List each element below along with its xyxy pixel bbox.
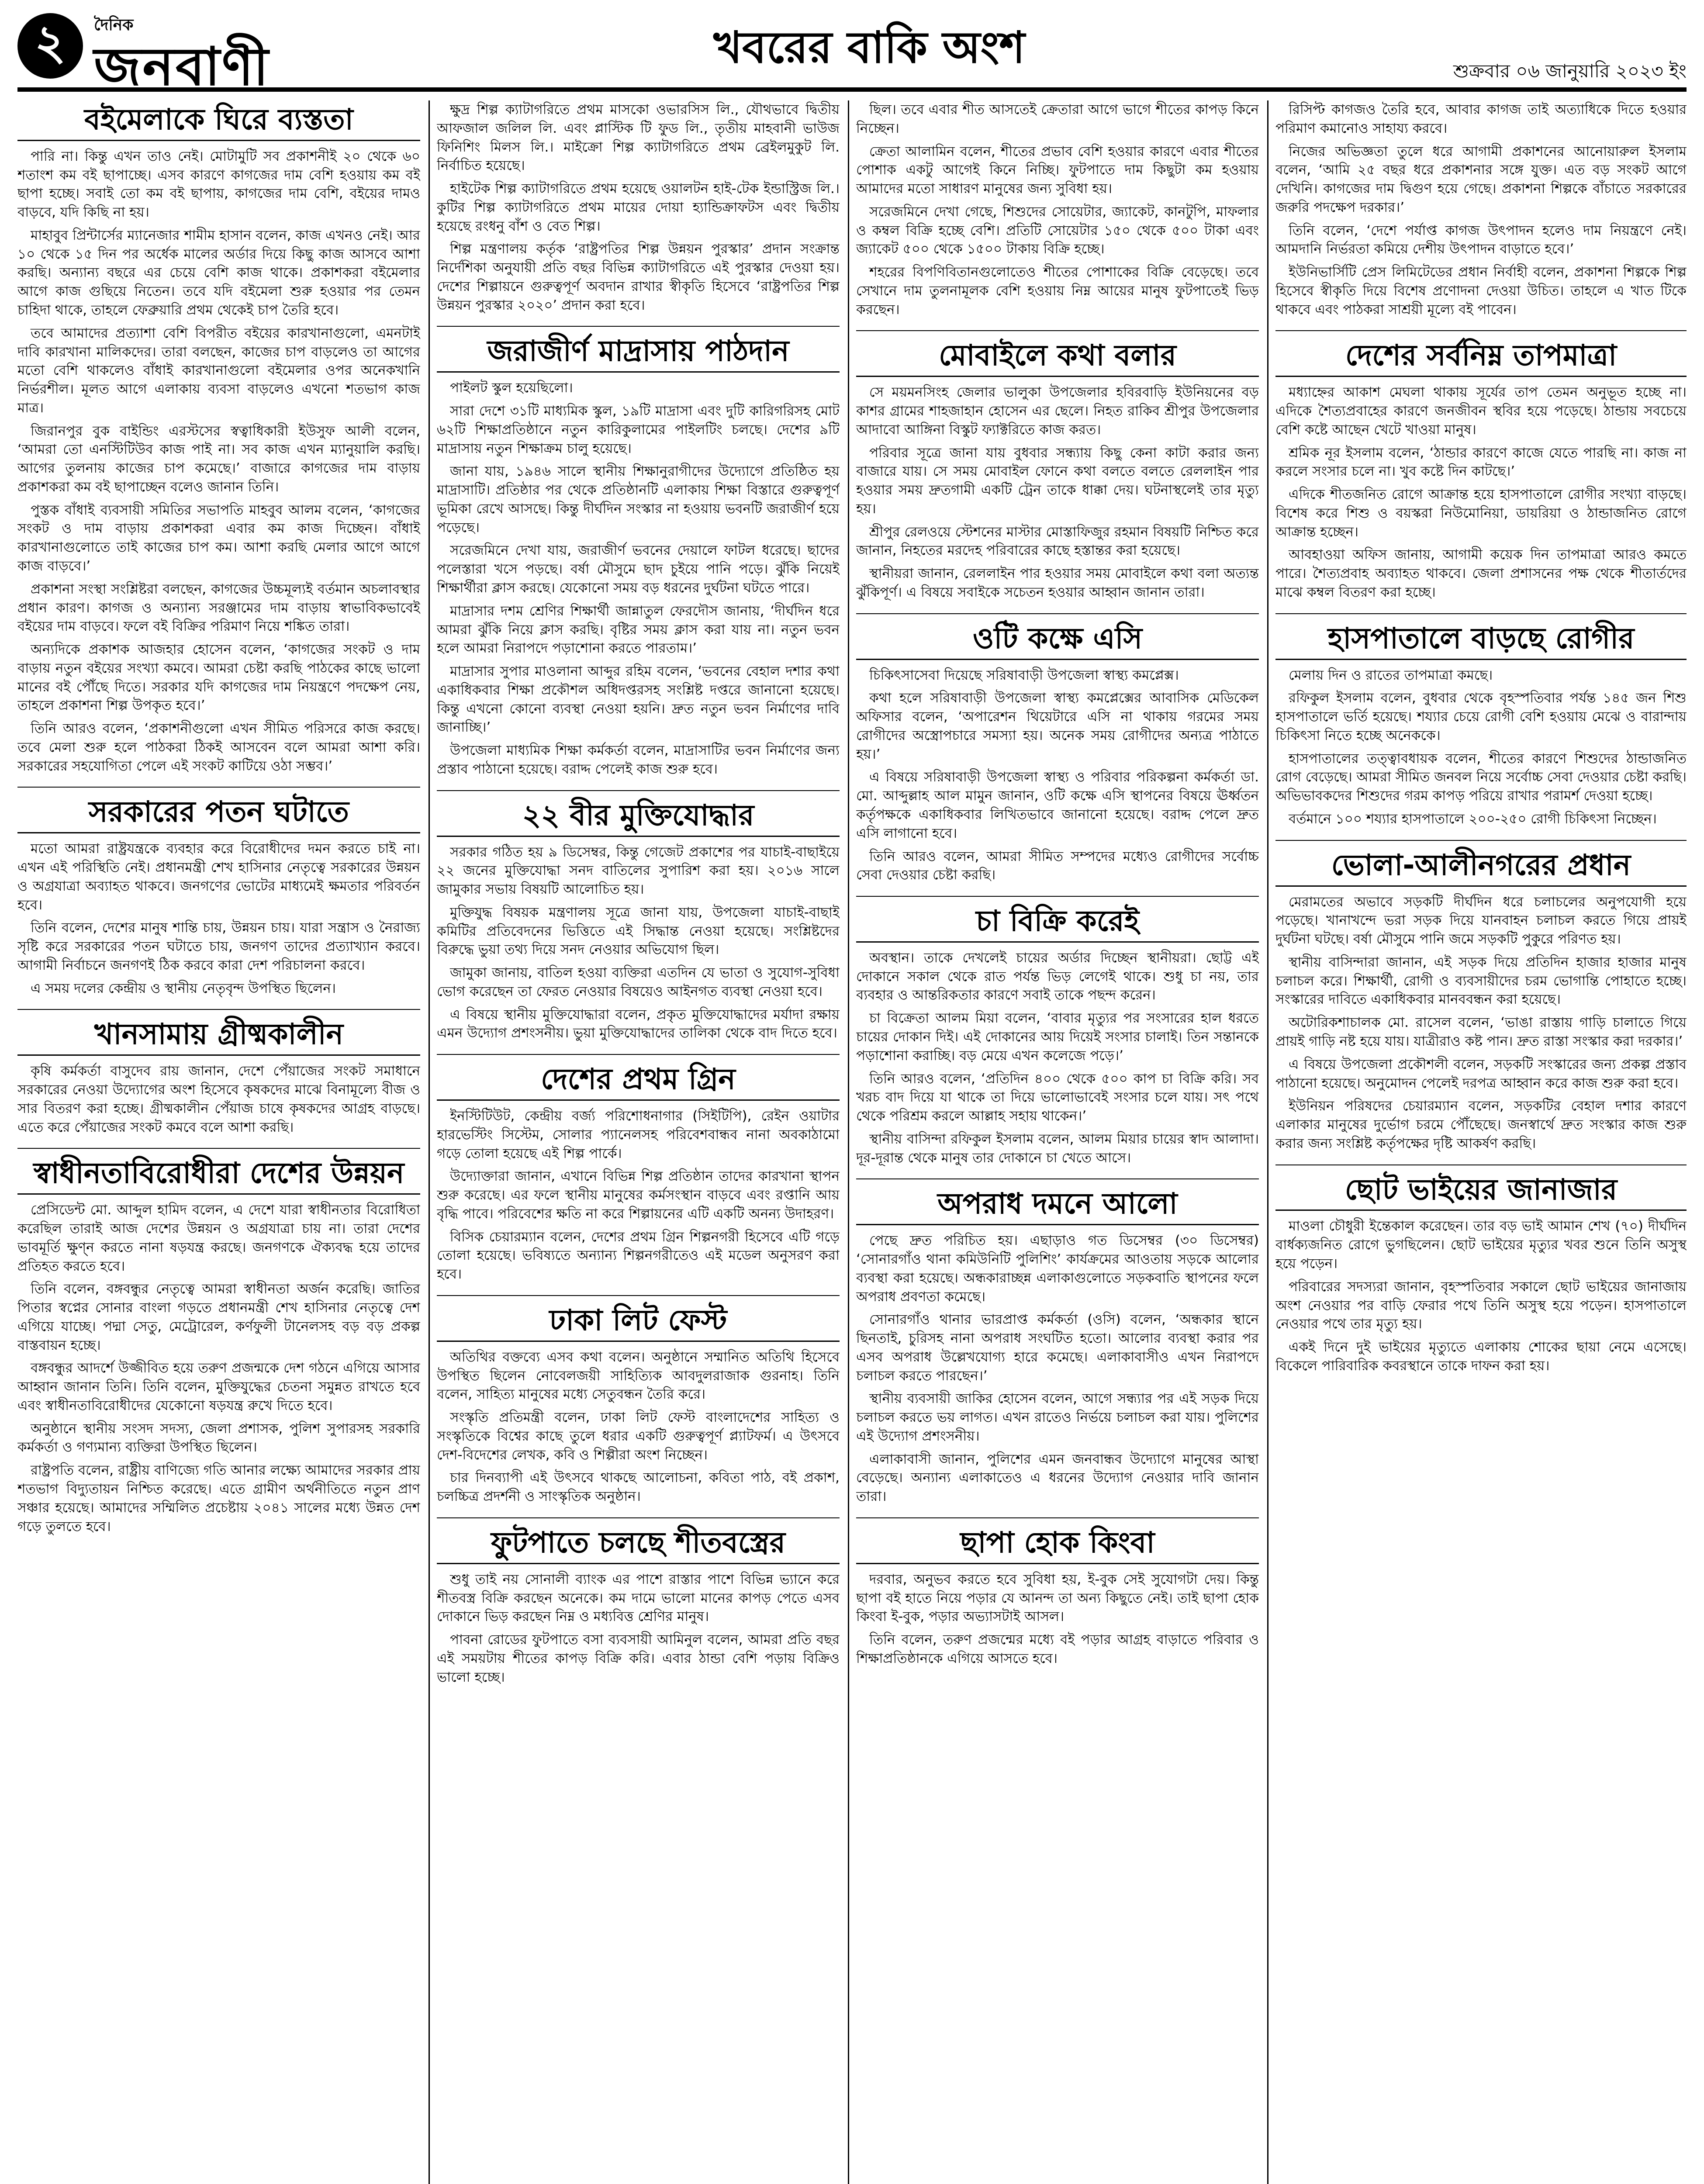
article-divider — [17, 1009, 420, 1010]
article-paragraph: ইউনিয়ন পরিষদের চেয়ারম্যান বলেন, সড়কটির বেহাল দশার কারণে এলাকার মানুষের দুর্ভোগ চরমে পৌঁছেছে। জনস্বার্থে দ্রুত সংস্কার কাজ শুরু করার জন্য সংশ্লিষ্ট কর্তৃপক্ষের দৃষ্টি আকর্ষণ করছি। — [1275, 1098, 1687, 1151]
news-article — [437, 1526, 840, 1686]
article-paragraph: এ বিষয়ে সরিষাবাড়ী উপজেলা স্বাস্থ্য ও পরিবার পরিকল্পনা কর্মকর্তা ডা. মো. আব্দুল্লাহ আল মামুন জানান, ওটি কক্ষে এসি স্থাপনের বিষয়ে ঊর্ধ্বতন কর্তৃপক্ষকে একাধিকবার লিখিতভাবে জানানো হয়েছে। বরাদ্দ পেলে দ্রুত এসি লাগানো হবে। — [856, 769, 1259, 841]
article-paragraph: তিনি বলেন, তরুণ প্রজন্মের মধ্যে বই পড়ার আগ্রহ বাড়াতে পরিবার ও শিক্ষাপ্রতিষ্ঠানকে এগিয়ে আসতে হবে। — [856, 1632, 1259, 1666]
news-columns — [17, 100, 1687, 2184]
news-article — [17, 795, 420, 998]
news-article — [437, 1304, 840, 1506]
article-paragraph: মাদ্রাসার সুপার মাওলানা আব্দুর রহিম বলেন, ‘ভবনের বেহাল দশার কথা একাধিকবার শিক্ষা প্রকৌশল অধিদপ্তরসহ সংশ্লিষ্ট দপ্তরে জানানো হয়েছে। কিন্তু এখনো কোনো ব্যবস্থা নেওয়া হয়নি। দ্রুত নতুন ভবন নির্মাণের দাবি জানাচ্ছি।’ — [437, 663, 840, 736]
article-paragraph: চিকিৎসাসেবা দিয়েছে সরিষাবাড়ী উপজেলা স্বাস্থ্য কমপ্লেক্স। — [869, 667, 1179, 683]
article-paragraph: মাওলা চৌধুরী ইন্তেকাল করেছেন। তার বড় ভাই আমান শেখ (৭০) দীর্ঘদিন বার্ধক্যজনিত রোগে ভুগছিলেন। ছোট ভাইয়ের মৃত্যুর খবর শুনে তিনি অসুস্থ হয়ে পড়েন। — [1275, 1218, 1687, 1272]
news-article — [437, 100, 840, 314]
article-divider — [437, 790, 840, 791]
news-article — [1275, 100, 1687, 319]
article-paragraph: জিরানপুর বুক বাইন্ডিং এরস্টসের স্বত্বাধিকারী ইউসুফ আলী বলেন, ‘আমরা তো এনস্টিটিউব কাজ পাই না। সব কাজ এখন ম্যানুয়ালি করছি। আগের তুলনায় কাজের চাপ কমেছে।’ বাজারে কাগজের দাম বাড়ায় প্রকাশকরা কম বই ছাপাচ্ছেন বলেও জানান তিনি। — [17, 423, 420, 495]
news-article — [856, 1526, 1259, 1668]
article-paragraph: সরেজমিনে দেখা যায়, জরাজীর্ণ ভবনের দেয়ালে ফাটল ধরেছে। ছাদের পলেস্তারা খসে পড়ছে। বর্ষা মৌসুমে ছাদ চুইয়ে পানি পড়ে। ঝুঁকি নিয়েই শিক্ষার্থীরা ক্লাস করছে। যেকোনো সময় বড় ধরনের দুর্ঘটনা ঘটতে পারে। — [437, 543, 840, 596]
article-paragraph: স্থানীয়রা জানান, রেললাইন পার হওয়ার সময় মোবাইলে কথা বলা অত্যন্ত ঝুঁকিপূর্ণ। এ বিষয়ে সবাইকে সচেতন হওয়ার আহ্বান জানান তারা। — [856, 566, 1259, 600]
article-paragraph: প্রেসিডেন্ট মো. আব্দুল হামিদ বলেন, এ দেশে যারা স্বাধীনতার বিরোধিতা করেছিল তারাই আজ দেশের উন্নয়ন ও অগ্রযাত্রা চায় না। তারা দেশের ভাবমূর্তি ক্ষুণ্ন করতে নানা ষড়যন্ত্র করছে। জনগণকে ঐক্যবদ্ধ হয়ে তাদের প্রতিহত করতে হবে। — [17, 1202, 420, 1274]
article-paragraph: রফিকুল ইসলাম বলেন, বুধবার থেকে বৃহস্পতিবার পর্যন্ত ১৪৫ জন শিশু হাসপাতালে ভর্তি হয়েছে। শয্যার চেয়ে রোগী বেশি হওয়ায় মেঝে ও বারান্দায় চিকিৎসা নিতে হচ্ছে অনেককে। — [1275, 690, 1687, 743]
article-headline: স্বাধীনতাবিরোধীরা দেশের উন্নয়ন — [17, 1157, 420, 1195]
article-paragraph: শিল্প মন্ত্রণালয় কর্তৃক ‘রাষ্ট্রপতির শিল্প উন্নয়ন পুরস্কার’ প্রদান সংক্রান্ত নির্দেশিকা অনুযায়ী প্রতি বছর বিভিন্ন ক্যাটাগরিতে এই পুরস্কার দেওয়া হয়। দেশের শিল্পায়নে গুরুত্বপূর্ণ অবদান রাখার স্বীকৃতি হিসেবে ‘রাষ্ট্রপতির শিল্প উন্নয়ন পুরস্কার ২০২০’ প্রদান করা হবে। — [437, 241, 840, 313]
article-headline: দেশের সর্বনিম্ন তাপমাত্রা — [1275, 339, 1687, 377]
article-headline: ভোলা-আলীনগরের প্রধান — [1275, 849, 1687, 887]
column-1 — [17, 100, 420, 2184]
article-paragraph: জামুকা জানায়, বাতিল হওয়া ব্যক্তিরা এতদিন যে ভাতা ও সুযোগ-সুবিধা ভোগ করেছেন তা ফেরত নেওয়ার বিষয়েও আইনগত ব্যবস্থা নেওয়া হবে। — [437, 965, 840, 999]
article-paragraph: নিজের অভিজ্ঞতা তুলে ধরে আগামী প্রকাশনের আনোয়ারুল ইসলাম বলেন, ‘আমি ২৫ বছর ধরে প্রকাশনার সঙ্গে যুক্ত। এত বড় সংকট আগে দেখিনি। কাগজের দাম দ্বিগুণ হয়ে গেছে। প্রকাশনা শিল্পকে বাঁচাতে সরকারের জরুরি পদক্ষেপ দরকার।’ — [1275, 143, 1687, 215]
article-divider — [856, 330, 1259, 331]
article-headline: বইমেলাকে ঘিরে ব্যস্ততা — [17, 103, 420, 141]
article-paragraph: অটোরিকশাচালক মো. রাসেল বলেন, ‘ভাঙা রাস্তায় গাড়ি চালাতে গিয়ে প্রায়ই গাড়ি নষ্ট হয়ে যায়। যাত্রীরাও কষ্ট পান। দ্রুত রাস্তা সংস্কার করা দরকার।’ — [1275, 1015, 1687, 1049]
article-paragraph: উদ্যোক্তারা জানান, এখানে বিভিন্ন শিল্প প্রতিষ্ঠান তাদের কারখানা স্থাপন শুরু করেছে। এর ফলে স্থানীয় মানুষের কর্মসংস্থান বাড়বে এবং রপ্তানি আয় বৃদ্ধি পাবে। পরিবেশের ক্ষতি না করে শিল্পায়নের এটি একটি অনন্য উদাহরণ। — [437, 1168, 840, 1222]
article-headline: অপরাধ দমনে আলো — [856, 1187, 1259, 1225]
article-divider — [856, 896, 1259, 897]
article-divider — [1275, 613, 1687, 614]
article-paragraph: তবে আমাদের প্রত্যাশা বেশি বিপরীত বইয়ের কারখানাগুলো, এমনটাই দাবি কারখানা মালিকদের। তারা বলছেন, কাজের চাপ বাড়লেও তা আগের মতো বেশি থাকলেও বাঁধাই কারখানাগুলো বইমেলার ওপর অনেকখানি নির্ভরশীল। মূলত আগে এলাকায় ব্যবসা বাড়লেও এখনো শতভাগ কাজ মাত্র। — [17, 325, 420, 416]
article-paragraph: মেলায় দিন ও রাতের তাপমাত্রা কমছে। — [1289, 667, 1493, 683]
column-2 — [437, 100, 840, 2184]
news-article — [1275, 1173, 1687, 1375]
article-paragraph: মাদ্রাসার দশম শ্রেণির শিক্ষার্থী জান্নাতুল ফেরদৌস জানায়, ‘দীর্ঘদিন ধরে আমরা ঝুঁকি নিয়ে ক্লাস করছি। বৃষ্টির সময় ক্লাস করা যায় না। নতুন ভবন হলে আমরা নিরাপদে পড়াশোনা করতে পারতাম।’ — [437, 603, 840, 657]
article-divider — [437, 1517, 840, 1518]
news-article — [856, 1187, 1259, 1506]
article-paragraph: এ বিষয়ে উপজেলা প্রকৌশলী বলেন, সড়কটি সংস্কারের জন্য প্রকল্প প্রস্তাব পাঠানো হয়েছে। অনুমোদন পেলেই দরপত্র আহ্বান করে কাজ শুরু করা হবে। — [1275, 1056, 1687, 1091]
article-headline: ফুটপাতে চলছে শীতবস্ত্রের — [437, 1526, 840, 1564]
news-article — [1275, 339, 1687, 601]
section-title: খবরের বাকি অংশ — [713, 21, 1025, 73]
news-article — [1275, 849, 1687, 1153]
article-divider — [437, 1054, 840, 1055]
column-4 — [1275, 100, 1687, 2184]
column-3 — [856, 100, 1259, 2184]
article-paragraph: কৃষি কর্মকর্তা বাসুদেব রায় জানান, দেশে পেঁয়াজের সংকট সমাধানে সরকারের নেওয়া উদ্যোগের অংশ হিসেবে কৃষকদের মাঝে বিনামূল্যে বীজ ও সার বিতরণ করা হচ্ছে। গ্রীষ্মকালীন পেঁয়াজ চাষে কৃষকদের আগ্রহ বাড়ছে। এতে করে পেঁয়াজের সংকট কমবে বলে আশা করছি। — [17, 1063, 420, 1135]
article-headline: সরকারের পতন ঘটাতে — [17, 795, 420, 833]
news-article — [17, 1157, 420, 1536]
article-paragraph: পরিবারের সদস্যরা জানান, বৃহস্পতিবার সকালে ছোট ভাইয়ের জানাজায় অংশ নেওয়ার পর বাড়ি ফেরার পথে তিনি অসুস্থ হয়ে পড়েন। হাসপাতালে নেওয়ার পথে তার মৃত্যু হয়। — [1275, 1279, 1687, 1332]
masthead — [17, 9, 1687, 97]
news-article — [856, 100, 1259, 319]
article-divider — [437, 326, 840, 327]
article-divider — [1275, 840, 1687, 841]
article-paragraph: ছিল। তবে এবার শীত আসতেই ক্রেতারা আগে ভাগে শীতের কাপড় কিনে নিচ্ছেন। — [856, 102, 1259, 136]
article-paragraph: মতো আমরা রাষ্ট্রযন্ত্রকে ব্যবহার করে বিরোধীদের দমন করতে চাই না। এখন এই পরিস্থিতি নেই। প্রধানমন্ত্রী শেখ হাসিনার নেতৃত্বে সরকারের উন্নয়ন ও অগ্রযাত্রা অব্যাহত থাকবে। জনগণের ভোটের মাধ্যমেই ক্ষমতার পরিবর্তন হবে। — [17, 841, 420, 913]
article-paragraph: চার দিনব্যাপী এই উৎসবে থাকছে আলোচনা, কবিতা পাঠ, বই প্রকাশ, চলচ্চিত্র প্রদর্শনী ও সাংস্কৃতিক অনুষ্ঠান। — [437, 1470, 840, 1505]
article-paragraph: দরবার, অনুভব করতে হবে সুবিধা হয়, ই-বুক সেই সুযোগটা দেয়। কিন্তু ছাপা বই হাতে নিয়ে পড়ার যে আনন্দ তা অন্য কিছুতে নেই। তাই ছাপা হোক কিংবা ই-বুক, পড়ার অভ্যাসটাই আসল। — [856, 1571, 1259, 1625]
article-paragraph: রিসিপ্ট কাগজও তৈরি হবে, আবার কাগজ তাই অত্যাধিকে দিতে হওয়ার পরিমাণ কমানোও সাহায্য করবে। — [1275, 102, 1687, 136]
article-paragraph: চা বিক্রেতা আলম মিয়া বলেন, ‘বাবার মৃত্যুর পর সংসারের হাল ধরতে চায়ের দোকান দিই। এই দোকানের আয় দিয়েই সংসার চালাই। তিন সন্তানকে পড়াশোনা করাচ্ছি। বড় মেয়ে এখন কলেজে পড়ে।’ — [856, 1010, 1259, 1064]
article-paragraph: পরিবার সূত্রে জানা যায় বুধবার সন্ধ্যায় কিছু কেনা কাটা করার জন্য বাজারে যায়। সে সময় মোবাইল ফোনে কথা বলতে বলতে রেললাইন পার হওয়ার সময় দ্রুতগামী একটি ট্রেন তাকে ধাক্কা দেয়। ঘটনাস্থলেই তার মৃত্যু হয়। — [856, 445, 1259, 517]
article-paragraph: আবহাওয়া অফিস জানায়, আগামী কয়েক দিন তাপমাত্রা আরও কমতে পারে। শৈত্যপ্রবাহ অব্যাহত থাকবে। জেলা প্রশাসনের পক্ষ থেকে শীতার্তদের মাঝে কম্বল বিতরণ করা হচ্ছে। — [1275, 547, 1687, 600]
article-paragraph: সোনারগাঁও থানার ভারপ্রাপ্ত কর্মকর্তা (ওসি) বলেন, ‘অন্ধকার স্থানে ছিনতাই, চুরিসহ নানা অপরাধ সংঘটিত হতো। আলোর ব্যবস্থা করার পর এসব অপরাধ উল্লেখযোগ্য হারে কমেছে। এলাকাবাসীও এখন নিরাপদে চলাচল করতে পারছেন।’ — [856, 1312, 1259, 1384]
article-paragraph: ইউনিভার্সিটি প্রেস লিমিটেডের প্রধান নির্বাহী বলেন, প্রকাশনা শিল্পকে শিল্প হিসেবে স্বীকৃতি দিয়ে বিশেষ প্রণোদনা দেওয়া উচিত। তাহলে এ খাত টিকে থাকবে এবং পাঠকরা সাশ্রয়ী মূল্যে বই পাবেন। — [1275, 264, 1687, 318]
article-paragraph: অবস্থান। তাকে দেখলেই চায়ের অর্ডার দিচ্ছেন স্থানীয়রা। ছোট্ট এই দোকানে সকাল থেকে রাত পর্যন্ত ভিড় লেগেই থাকে। শুধু চা নয়, তার ব্যবহার ও আন্তরিকতার কারণে সবাই তাকে পছন্দ করেন। — [856, 950, 1259, 1003]
news-article — [856, 905, 1259, 1167]
article-paragraph: প্রকাশনা সংস্থা সংশ্লিষ্টরা বলছেন, কাগজের উচ্চমূল্যই বর্তমান অচলাবস্থার প্রধান কারণ। কাগজ ও অন্যান্য সরঞ্জামের দাম বাড়ায় স্বাভাবিকভাবেই বইয়ের দাম বাড়বে। ফলে বই বিক্রির পরিমাণ নিয়ে শঙ্কিত তারা। — [17, 581, 420, 635]
article-paragraph: তিনি আরও বলেন, ‘প্রকাশনীগুলো এখন সীমিত পরিসরে কাজ করছে। তবে মেলা শুরু হলে পাঠকরা ঠিকই আসবেন বলে আমরা আশা করি। সরকারের সহযোগিতা পেলে এই সংকট কাটিয়ে ওঠা সম্ভব।’ — [17, 721, 420, 774]
article-paragraph: পুস্তক বাঁধাই ব্যবসায়ী সমিতির সভাপতি মাহবুব আলম বলেন, ‘কাগজের সংকট ও দাম বাড়ায় প্রকাশকরা এবার কম কাজ দিচ্ছেন। বাঁধাই কারখানাগুলোতে তাই কাজের চাপ কম। আশা করছি মেলার আগে আগে কাজ বাড়বে।’ — [17, 502, 420, 574]
newspaper-logo — [17, 13, 419, 97]
news-article — [437, 799, 840, 1043]
article-paragraph: বঙ্গবন্ধুর আদর্শে উজ্জীবিত হয়ে তরুণ প্রজন্মকে দেশ গঠনে এগিয়ে আসার আহ্বান জানান তিনি। তিনি বলেন, মুক্তিযুদ্ধের চেতনা সমুন্নত রাখতে হবে এবং স্বাধীনতাবিরোধীদের যেকোনো ষড়যন্ত্র রুখে দিতে হবে। — [17, 1360, 420, 1413]
article-paragraph: তিনি বলেন, বঙ্গবন্ধুর নেতৃত্বে আমরা স্বাধীনতা অর্জন করেছি। জাতির পিতার স্বপ্নের সোনার বাংলা গড়তে প্রধানমন্ত্রী শেখ হাসিনার নেতৃত্বে দেশ এগিয়ে যাচ্ছে। পদ্মা সেতু, মেট্রোরেল, কর্ণফুলী টানেলসহ বড় বড় প্রকল্প বাস্তবায়ন হচ্ছে। — [17, 1281, 420, 1353]
article-headline: খানসামায় গ্রীষ্মকালীন — [17, 1018, 420, 1056]
page-number: ২ — [17, 13, 83, 79]
article-divider — [856, 1517, 1259, 1518]
article-paragraph: শ্রীপুর রেলওয়ে স্টেশনের মাস্টার মোস্তাফিজুর রহমান বিষয়টি নিশ্চিত করে জানান, নিহতের মরদেহ পরিবারের কাছে হস্তান্তর করা হয়েছে। — [856, 524, 1259, 559]
article-paragraph: মধ্যাহ্নের আকাশ মেঘলা থাকায় সূর্যের তাপ তেমন অনুভূত হচ্ছে না। এদিকে শৈত্যপ্রবাহের কারণে জনজীবন স্থবির হয়ে পড়েছে। ঠান্ডায় সবচেয়ে বেশি কষ্টে আছেন খেটে খাওয়া মানুষ। — [1275, 384, 1687, 438]
article-paragraph: এ সময় দলের কেন্দ্রীয় ও স্থানীয় নেতৃবৃন্দ উপস্থিত ছিলেন। — [31, 980, 336, 996]
column-divider — [1267, 100, 1268, 2184]
article-divider — [1275, 330, 1687, 331]
article-paragraph: সারা দেশে ৩১টি মাধ্যমিক স্কুল, ১৯টি মাদ্রাসা এবং দুটি কারিগরিসহ মোট ৬২টি শিক্ষাপ্রতিষ্ঠানে নতুন কারিকুলামের পাইলটিং চলছে। দেশের ৯টি মাদ্রাসায় নতুন শিক্ষাক্রম চালু হয়েছে। — [437, 403, 840, 456]
article-paragraph: এ বিষয়ে স্থানীয় মুক্তিযোদ্ধারা বলেন, প্রকৃত মুক্তিযোদ্ধাদের মর্যাদা রক্ষায় এমন উদ্যোগ প্রশংসনীয়। ভুয়া মুক্তিযোদ্ধাদের তালিকা থেকে বাদ দিতে হবে। — [437, 1006, 840, 1041]
article-paragraph: একই দিনে দুই ভাইয়ের মৃত্যুতে এলাকায় শোকের ছায়া নেমে এসেছে। বিকেলে পারিবারিক কবরস্থানে তাকে দাফন করা হয়। — [1275, 1339, 1687, 1374]
news-article — [856, 339, 1259, 601]
article-paragraph: অনুষ্ঠানে স্থানীয় সংসদ সদস্য, জেলা প্রশাসক, পুলিশ সুপারসহ সরকারি কর্মকর্তা ও গণ্যমান্য ব্যক্তিরা উপস্থিত ছিলেন। — [17, 1420, 420, 1455]
news-article — [437, 1063, 840, 1284]
article-headline: চা বিক্রি করেই — [856, 905, 1259, 943]
article-headline: জরাজীর্ণ মাদ্রাসায় পাঠদান — [437, 335, 840, 373]
article-divider — [17, 787, 420, 788]
article-paragraph: পাইলট স্কুল হয়েছিলো। — [450, 380, 573, 396]
article-paragraph: তিনি আরও বলেন, ‘প্রতিদিন ৪০০ থেকে ৫০০ কাপ চা বিক্রি করি। সব খরচ বাদ দিয়ে যা থাকে তা দিয়ে ভালোভাবেই সংসার চলে যায়। সৎ পথে থেকে পরিশ্রম করলে আল্লাহ সহায় থাকেন।’ — [856, 1071, 1259, 1124]
article-paragraph: এদিকে শীতজনিত রোগে আক্রান্ত হয়ে হাসপাতালে রোগীর সংখ্যা বাড়ছে। বিশেষ করে শিশু ও বয়স্করা নিউমোনিয়া, ডায়রিয়া ও ঠান্ডাজনিত রোগে আক্রান্ত হচ্ছেন। — [1275, 487, 1687, 540]
article-paragraph: সরকার গঠিত হয় ৯ ডিসেম্বর, কিন্তু গেজেট প্রকাশের পর যাচাই-বাছাইয়ে ২২ জনের মুক্তিযোদ্ধা সনদ বাতিলের সুপারিশ করা হয়। ২০১৬ সালে জামুকার সভায় বিষয়টি আলোচিত হয়। — [437, 844, 840, 898]
article-paragraph: উপজেলা মাধ্যমিক শিক্ষা কর্মকর্তা বলেন, মাদ্রাসাটির ভবন নির্মাণের জন্য প্রস্তাব পাঠানো হয়েছে। বরাদ্দ পেলেই কাজ শুরু হবে। — [437, 743, 840, 777]
article-divider — [17, 1148, 420, 1149]
article-divider — [856, 1178, 1259, 1179]
issue-date: শুক্রবার ০৬ জানুয়ারি ২০২৩ ইং — [1453, 60, 1687, 82]
article-headline: মোবাইলে কথা বলার — [856, 339, 1259, 377]
article-paragraph: এলাকাবাসী জানান, পুলিশের এমন জনবান্ধব উদ্যোগে মানুষের আস্থা বেড়েছে। অন্যান্য এলাকাতেও এ ধরনের উদ্যোগ নেওয়ার দাবি জানান তারা। — [856, 1451, 1259, 1505]
article-headline: ওটি কক্ষে এসি — [856, 622, 1259, 660]
article-paragraph: ক্ষুদ্র শিল্প ক্যাটাগরিতে প্রথম মাসকো ওভারসিস লি., যৌথভাবে দ্বিতীয় আফজাল জলিল লি. এবং প্লাস্টিক টি ফুড লি., তৃতীয় মাহবানী ভাউজ ফিনিশিং মিলস লি.। মাইক্রো শিল্প ক্যাটাগরিতে প্রথম ব্রেইলমুকুট লি. নির্বাচিত হয়েছে। — [437, 102, 840, 174]
article-paragraph: তিনি বলেন, ‘দেশে পর্যাপ্ত কাগজ উৎপাদন হলেও দাম নিয়ন্ত্রণে নেই। আমদানি নির্ভরতা কমিয়ে দেশীয় উৎপাদন বাড়াতে হবে।’ — [1275, 222, 1687, 257]
article-paragraph: সরেজমিনে দেখা গেছে, শিশুদের সোয়েটার, জ্যাকেট, কানটুপি, মাফলার ও কম্বল বিক্রি হচ্ছে বেশি। প্রতিটি সোয়েটার ১৫০ থেকে ৫০০ টাকা এবং জ্যাকেট ৫০০ থেকে ১৫০০ টাকায় বিক্রি হচ্ছে। — [856, 204, 1259, 257]
article-paragraph: মেরামতের অভাবে সড়কটি দীর্ঘদিন ধরে চলাচলের অনুপযোগী হয়ে পড়েছে। খানাখন্দে ভরা সড়ক দিয়ে যানবাহন চলাচল করতে গিয়ে প্রায়ই দুর্ঘটনা ঘটছে। বর্ষা মৌসুমে পানি জমে সড়কটি পুকুরে পরিণত হয়। — [1275, 894, 1687, 947]
article-divider — [437, 1295, 840, 1296]
article-paragraph: রাষ্ট্রপতি বলেন, রাষ্ট্রীয় বাণিজ্যে গতি আনার লক্ষ্যে আমাদের সরকার প্রায় শতভাগ বিদ্যুতায়ন নিশ্চিত করেছে। এতে গ্রামীণ অর্থনীতিতে নতুন প্রাণ সঞ্চার হয়েছে। আমাদের সম্মিলিত প্রচেষ্টায় ২০৪১ সালের মধ্যে উন্নত দেশ গড়ে তুলতে হবে। — [17, 1462, 420, 1534]
article-paragraph: স্থানীয় বাসিন্দারা জানান, এই সড়ক দিয়ে প্রতিদিন হাজার হাজার মানুষ চলাচল করে। শিক্ষার্থী, রোগী ও ব্যবসায়ীদের চরম ভোগান্তি পোহাতে হচ্ছে। সংস্কারের দাবিতে একাধিকবার মানববন্ধন করা হয়েছে। — [1275, 954, 1687, 1008]
article-paragraph: স্থানীয় ব্যবসায়ী জাকির হোসেন বলেন, আগে সন্ধ্যার পর এই সড়ক দিয়ে চলাচল করতে ভয় লাগত। এখন রাতেও নির্ভয়ে চলাচল করা যায়। পুলিশের এই উদ্যোগ প্রশংসনীয়। — [856, 1391, 1259, 1444]
article-paragraph: ইনস্টিটিউট, কেন্দ্রীয় বর্জ্য পরিশোধনাগার (সিইটিপি), রেইন ওয়াটার হারভেস্টিং সিস্টেম, সোলার প্যানেলসহ পরিবেশবান্ধব নানা অবকাঠামো গড়ে তোলা হয়েছে এই শিল্প পার্কে। — [437, 1108, 840, 1161]
article-paragraph: সে ময়মনসিংহ জেলার ভালুকা উপজেলার হবিরবাড়ি ইউনিয়নের বড় কাশর গ্রামের শাহজাহান হোসেন এর ছেলে। নিহত রাকিব শ্রীপুর উপজেলার আদাবো আঙ্গিনা বিস্কুট ফ্যাক্টরিতে কাজ করত। — [856, 384, 1259, 438]
article-headline: ঢাকা লিট ফেস্ট — [437, 1304, 840, 1342]
article-paragraph: কথা হলে সরিষাবাড়ী উপজেলা স্বাস্থ্য কমপ্লেক্সের আবাসিক মেডিকেল অফিসার বলেন, ‘অপারেশন থিয়েটারে এসি না থাকায় গরমের সময় রোগীদের অস্ত্রোপচারে সমস্যা হয়। অনেক সময় রোগীদের অন্যত্র পাঠাতে হয়।’ — [856, 690, 1259, 762]
article-paragraph: শুধু তাই নয় সোনালী ব্যাংক এর পাশে রাস্তার পাশে বিভিন্ন ভ্যানে করে শীতবস্ত্র বিক্রি করছেন অনেকে। কম দামে ভালো মানের কাপড় পেতে এসব দোকানে ভিড় করছেন নিম্ন ও মধ্যবিত্ত শ্রেণির মানুষ। — [437, 1571, 840, 1625]
news-article — [437, 335, 840, 778]
article-paragraph: হাসপাতালের তত্ত্বাবধায়ক বলেন, শীতের কারণে শিশুদের ঠান্ডাজনিত রোগ বেড়েছে। আমরা সীমিত জনবল নিয়ে সর্বোচ্চ সেবা দেওয়ার চেষ্টা করছি। অভিভাবকদের শিশুদের গরম কাপড় পরিয়ে রাখার পরামর্শ দেওয়া হচ্ছে। — [1275, 750, 1687, 804]
column-divider — [429, 100, 430, 2184]
article-paragraph: শহরের বিপণিবিতানগুলোতেও শীতের পোশাকের বিক্রি বেড়েছে। তবে সেখানে দাম তুলনামূলক বেশি হওয়ায় নিম্ন আয়ের মানুষ ফুটপাতেই ভিড় করছেন। — [856, 264, 1259, 318]
news-article — [17, 1018, 420, 1137]
news-article — [17, 103, 420, 775]
news-article — [1275, 622, 1687, 829]
article-paragraph: অতিথির বক্তব্যে এসব কথা বলেন। অনুষ্ঠানে সম্মানিত অতিথি হিসেবে উপস্থিত ছিলেন নোবেলজয়ী সাহিত্যিক আবদুলরাজাক গুরনাহ। তিনি বলেন, সাহিত্য মানুষের মধ্যে সেতুবন্ধন তৈরি করে। — [437, 1349, 840, 1403]
article-headline: ছোট ভাইয়ের জানাজার — [1275, 1173, 1687, 1211]
article-paragraph: তিনি আরও বলেন, আমরা সীমিত সম্পদের মধ্যেও রোগীদের সর্বোচ্চ সেবা দেওয়ার চেষ্টা করছি। — [856, 848, 1259, 883]
logo-prefix: দৈনিক — [94, 16, 134, 34]
article-paragraph: জানা যায়, ১৯৪৬ সালে স্থানীয় শিক্ষানুরাগীদের উদ্যোগে প্রতিষ্ঠিত হয় মাদ্রাসাটি। প্রতিষ্ঠার পর থেকে প্রতিষ্ঠানটি এলাকায় শিক্ষা বিস্তারে গুরুত্বপূর্ণ ভূমিকা রেখে আসছে। কিন্তু দীর্ঘদিন সংস্কার না হওয়ায় ভবনটি জরাজীর্ণ হয়ে পড়েছে। — [437, 463, 840, 536]
article-divider — [856, 613, 1259, 614]
article-headline: দেশের প্রথম গ্রিন — [437, 1063, 840, 1101]
article-paragraph: পাবনা রোডের ফুটপাতে বসা ব্যবসায়ী আমিনুল বলেন, আমরা প্রতি বছর এই সময়টায় শীতের কাপড় বিক্রি করি। এবার ঠান্ডা বেশি পড়ায় বিক্রিও ভালো হচ্ছে। — [437, 1632, 840, 1685]
article-paragraph: মুক্তিযুদ্ধ বিষয়ক মন্ত্রণালয় সূত্রে জানা যায়, উপজেলা যাচাই-বাছাই কমিটির প্রতিবেদনের ভিত্তিতে এই সিদ্ধান্ত নেওয়া হয়েছে। সংশ্লিষ্টদের বিরুদ্ধে ভুয়া তথ্য দিয়ে সনদ নেওয়ার অভিযোগ ছিল। — [437, 904, 840, 958]
news-article — [856, 622, 1259, 885]
article-paragraph: ক্রেতা আলামিন বলেন, শীতের প্রভাব বেশি হওয়ার কারণে এবার শীতের পোশাক একটু আগেই কিনে নিচ্ছি। ফুটপাতে দাম কিছুটা কম হওয়ায় আমাদের মতো সাধারণ মানুষের জন্য সুবিধা হয়। — [856, 143, 1259, 197]
article-paragraph: সংস্কৃতি প্রতিমন্ত্রী বলেন, ঢাকা লিট ফেস্ট বাংলাদেশের সাহিত্য ও সংস্কৃতিকে বিশ্বের কাছে তুলে ধরার একটি গুরুত্বপূর্ণ প্ল্যাটফর্ম। এ উৎসবে দেশ-বিদেশের লেখক, কবি ও শিল্পীরা অংশ নিচ্ছেন। — [437, 1410, 840, 1463]
article-paragraph: তিনি বলেন, দেশের মানুষ শান্তি চায়, উন্নয়ন চায়। যারা সন্ত্রাস ও নৈরাজ্য সৃষ্টি করে সরকারের পতন ঘটাতে চায়, জনগণ তাদের প্রত্যাখ্যান করবে। আগামী নির্বাচনে জনগণই ঠিক করবে কারা দেশ পরিচালনা করবে। — [17, 920, 420, 973]
article-paragraph: বিসিক চেয়ারম্যান বলেন, দেশের প্রথম গ্রিন শিল্পনগরী হিসেবে এটি গড়ে তোলা হয়েছে। ভবিষ্যতে অন্যান্য শিল্পনগরীতেও এই মডেল অনুসরণ করা হবে। — [437, 1229, 840, 1282]
article-paragraph: শ্রমিক নূর ইসলাম বলেন, ‘ঠান্ডার কারণে কাজে যেতে পারছি না। কাজ না করলে সংসার চলে না। খুব কষ্টে দিন কাটছে।’ — [1275, 445, 1687, 480]
article-paragraph: মাহাবুব প্রিন্টার্সের ম্যানেজার শামীম হাসান বলেন, কাজ এখনও নেই। আর ১০ থেকে ১৫ দিন পর অর্ধেক মালের অর্ডার দিয়ে কিছু কাজ আসবে আশা করছি। অন্যান্য বছরে এর চেয়ে বেশি কাজ থাকে। প্রকাশকরা বইমেলার আগে কাজ গুছিয়ে নিতেন। তবে যদি বইমেলা শুরু হওয়ার পর তেমন চাহিদা থাকে, তাহলে ফেব্রুয়ারি প্রথম থেকেই চাপ তৈরি হবে। — [17, 227, 420, 318]
article-headline: ছাপা হোক কিংবা — [856, 1526, 1259, 1564]
article-headline: হাসপাতালে বাড়ছে রোগীর — [1275, 622, 1687, 660]
logo-text: জনবাণী — [94, 37, 270, 97]
article-paragraph: অন্যদিকে প্রকাশক আজহার হোসেন বলেন, ‘কাগজের সংকট ও দাম বাড়ায় নতুন বইয়ের সংখ্যা কমবে। আমরা চেষ্টা করছি পাঠকের কাছে ভালো মানের বই পৌঁছে দিতে। সরকার যদি কাগজের দাম নিয়ন্ত্রণে পদক্ষেপ নেয়, তাহলে প্রকাশনা শিল্প উপকৃত হবে।’ — [17, 642, 420, 714]
column-divider — [848, 100, 849, 2184]
article-paragraph: বর্তমানে ১০০ শয্যার হাসপাতালে ২০০-২৫০ রোগী চিকিৎসা নিচ্ছেন। — [1289, 811, 1657, 827]
article-paragraph: পারি না। কিন্তু এখন তাও নেই। মোটামুটি সব প্রকাশনীই ২০ থেকে ৬০ শতাংশ কম বই ছাপাচ্ছে। এসব কারণে কাগজের দাম বেশি হওয়ায় কম বই ছাপা হচ্ছে। সবাই তো কম বই ছাপায়, কাগজের দাম বেশি, বইয়ের দামও বাড়বে, যদি কিছি না হয়। — [17, 148, 420, 221]
article-paragraph: স্থানীয় বাসিন্দা রফিকুল ইসলাম বলেন, আলম মিয়ার চায়ের স্বাদ আলাদা। দূর-দূরান্ত থেকে মানুষ তার দোকানে চা খেতে আসে। — [856, 1131, 1259, 1166]
article-paragraph: পেছে দ্রুত পরিচিত হয়। এছাড়াও গত ডিসেম্বর (৩০ ডিসেম্বর) ‘সোনারগাঁও থানা কমিউনিটি পুলিশিং’ কার্যক্রমের আওতায় সড়কে আলোর ব্যবস্থা করা হয়েছে। অন্ধকারাচ্ছন্ন এলাকাগুলোতে সড়কবাতি স্থাপনের ফলে অপরাধ প্রবণতা কমেছে। — [856, 1233, 1259, 1305]
article-headline: ২২ বীর মুক্তিযোদ্ধার — [437, 799, 840, 837]
article-paragraph: হাইটেক শিল্প ক্যাটাগরিতে প্রথম হয়েছে ওয়ালটন হাই-টেক ইন্ডাস্ট্রিজ লি.। কুটির শিল্প ক্যাটাগরিতে প্রথম মায়ের দোয়া হ্যান্ডিক্রাফটস এবং দ্বিতীয় হয়েছে রংধনু বাঁশ ও বেত শিল্প। — [437, 181, 840, 234]
